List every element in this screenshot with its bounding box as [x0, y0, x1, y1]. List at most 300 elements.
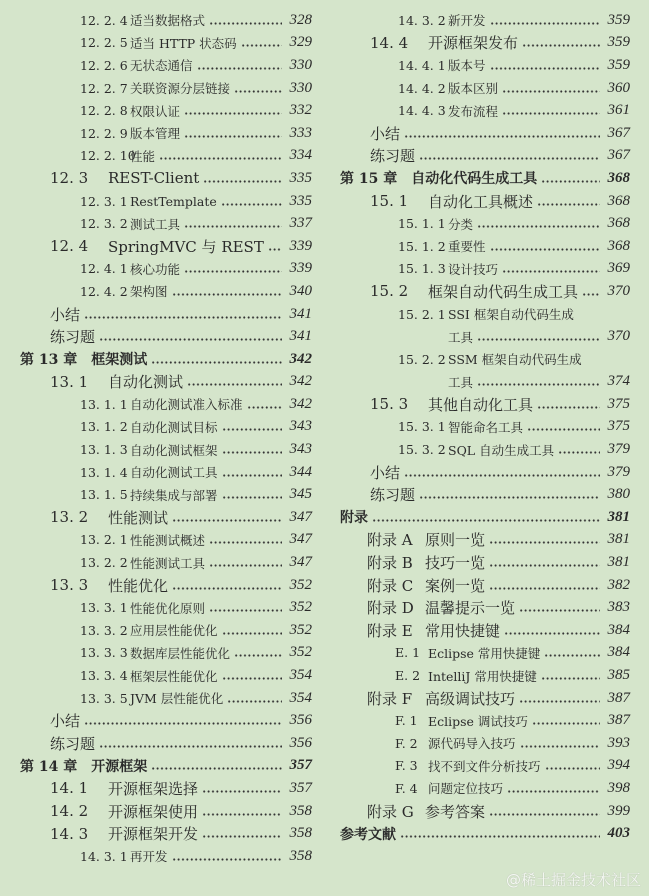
- dot-leader: [187, 383, 282, 386]
- entry-number: 15. 1. 2: [398, 238, 446, 254]
- entry-title: 开源框架选择: [108, 779, 199, 798]
- entry-number: 附录 A: [367, 531, 413, 550]
- entry-number: 13. 2. 1: [80, 532, 128, 548]
- toc-entry: [0, 416, 312, 439]
- toc-left-column: [0, 9, 312, 868]
- entry-number: 13. 3. 1: [80, 600, 128, 616]
- entry-number: 附录 F: [367, 689, 413, 708]
- entry-number: 14. 4. 2: [398, 80, 446, 96]
- dot-leader: [202, 835, 282, 838]
- page-number: 330: [289, 79, 312, 96]
- page-number: 335: [289, 169, 312, 186]
- entry-title: RestTemplate: [130, 193, 217, 209]
- page-number: 367: [607, 124, 630, 141]
- toc-entry: [320, 32, 630, 55]
- dot-leader: [489, 541, 600, 544]
- dot-leader: [227, 700, 282, 703]
- toc-entry: [320, 348, 630, 371]
- dot-leader: [99, 745, 282, 748]
- page-number: 379: [607, 441, 630, 458]
- toc-entry: [320, 9, 630, 32]
- dot-leader: [537, 203, 600, 206]
- entry-number: 12. 2. 9: [80, 125, 128, 141]
- dot-leader: [222, 496, 282, 499]
- dot-leader: [519, 609, 600, 612]
- entry-number: E. 1: [395, 645, 421, 661]
- toc-entry: [320, 190, 630, 213]
- page-number: 347: [289, 508, 312, 525]
- entry-title: 适当数据格式: [130, 13, 206, 29]
- toc-entry: [0, 77, 312, 100]
- toc-entry: [320, 800, 630, 823]
- dot-leader: [159, 157, 282, 160]
- toc-entry: [320, 709, 630, 732]
- entry-title: 性能优化原则: [130, 600, 206, 616]
- dot-leader: [545, 767, 600, 770]
- dot-leader: [202, 813, 282, 816]
- entry-number: 13. 3: [50, 576, 89, 595]
- toc-entry: [0, 212, 312, 235]
- entry-title: 小结: [50, 305, 81, 324]
- page-number: 344: [289, 463, 312, 480]
- page-number: 341: [289, 328, 312, 345]
- dot-leader: [221, 203, 282, 206]
- page-number: 356: [289, 712, 312, 729]
- dot-leader: [203, 180, 282, 183]
- toc-entry: [320, 506, 630, 529]
- dot-leader: [209, 22, 282, 25]
- page-number: 352: [289, 621, 312, 638]
- entry-title: 架构图: [130, 284, 168, 300]
- entry-number: 14. 4: [370, 33, 409, 52]
- toc-entry: [0, 32, 312, 55]
- toc-entry: [320, 777, 630, 800]
- entry-title: 关联资源分层链接: [130, 81, 231, 97]
- entry-title: 测试工具: [130, 216, 181, 232]
- entry-title: 版本区别: [448, 81, 499, 97]
- entry-number: 12. 3. 2: [80, 216, 128, 232]
- entry-title: 数据库层性能优化: [130, 645, 231, 661]
- entry-title: 自动化测试目标: [130, 419, 218, 435]
- entry-number: E. 2: [395, 668, 421, 684]
- toc-entry: [0, 167, 312, 190]
- entry-title: 发布流程: [448, 103, 499, 119]
- page-number: 334: [289, 147, 312, 164]
- dot-leader: [184, 225, 282, 228]
- entry-number: F. 4: [395, 780, 418, 796]
- dot-leader: [520, 745, 600, 748]
- dot-leader: [522, 44, 600, 47]
- entry-title: SSI 框架自动代码生成: [448, 307, 574, 323]
- entry-title: 附录: [340, 510, 368, 527]
- toc-entry: [0, 280, 312, 303]
- entry-number: 12. 4. 2: [80, 283, 128, 299]
- entry-title: 性能测试工具: [130, 555, 206, 571]
- dot-leader: [202, 790, 282, 793]
- entry-title-continued: 工具: [448, 329, 474, 345]
- entry-title: 源代码导入技巧: [428, 736, 516, 752]
- entry-title: IntelliJ 常用快捷键: [428, 668, 537, 684]
- entry-number: 12. 3. 1: [80, 193, 128, 209]
- entry-title: 练习题: [50, 734, 96, 753]
- toc-entry: [0, 800, 312, 823]
- dot-leader: [172, 519, 282, 522]
- entry-title: 分类: [448, 216, 474, 232]
- dot-leader: [477, 383, 600, 386]
- entry-title: 自动化测试框架: [130, 442, 218, 458]
- toc-entry: [320, 619, 630, 642]
- dot-leader: [490, 22, 600, 25]
- entry-title: 小结: [370, 124, 401, 143]
- page-number: 359: [607, 11, 630, 28]
- page-number: 370: [607, 328, 630, 345]
- entry-number: 12. 4. 1: [80, 261, 128, 277]
- toc-entry: [320, 483, 630, 506]
- page-number: 342: [289, 395, 312, 412]
- toc-entry: [0, 755, 312, 778]
- entry-title: 原则一览: [425, 531, 486, 550]
- entry-number: 15. 2. 1: [398, 306, 446, 322]
- entry-number: 附录 C: [367, 576, 414, 595]
- dot-leader: [582, 293, 600, 296]
- entry-title: 自动化测试工具: [130, 465, 218, 481]
- entry-number: 13. 1. 1: [80, 396, 128, 412]
- toc-entry: [320, 642, 630, 665]
- dot-leader: [504, 632, 600, 635]
- page-number: 393: [607, 734, 630, 751]
- dot-leader: [490, 67, 600, 70]
- entry-number: 15. 3: [370, 395, 409, 414]
- entry-title: 自动化工具概述: [428, 192, 534, 211]
- toc-entry: [320, 122, 630, 145]
- entry-number: 第 15 章: [340, 171, 398, 188]
- entry-number: 12. 2. 5: [80, 35, 128, 51]
- page-number: 356: [289, 734, 312, 751]
- dot-leader: [222, 451, 282, 454]
- page-number: 342: [289, 373, 312, 390]
- entry-number: 附录 D: [367, 599, 414, 618]
- page-number: 352: [289, 644, 312, 661]
- page-number: 367: [607, 147, 630, 164]
- dot-leader: [489, 813, 600, 816]
- entry-title: 设计技巧: [448, 261, 499, 277]
- dot-leader: [400, 835, 600, 838]
- page-number: 382: [607, 576, 630, 593]
- entry-title-continued: 工具: [448, 374, 474, 390]
- entry-title: 练习题: [370, 147, 416, 166]
- toc-entry: [320, 596, 630, 619]
- entry-number: 14. 4. 3: [398, 103, 446, 119]
- entry-title: 新开发: [448, 13, 486, 29]
- dot-leader: [241, 44, 282, 47]
- page-number: 380: [607, 486, 630, 503]
- dot-leader: [502, 90, 600, 93]
- dot-leader: [532, 722, 600, 725]
- toc-entry: [0, 9, 312, 32]
- entry-number: 13. 1: [50, 372, 89, 391]
- entry-number: 15. 1. 1: [398, 216, 446, 232]
- dot-leader: [209, 609, 282, 612]
- toc-entry: [320, 551, 630, 574]
- toc-entry: [320, 461, 630, 484]
- page-number: 358: [289, 825, 312, 842]
- toc-entry: [0, 687, 312, 710]
- dot-leader: [209, 541, 282, 544]
- entry-title: 重要性: [448, 239, 486, 255]
- toc-entry: [0, 845, 312, 868]
- toc-entry: [320, 393, 630, 416]
- page-number: 354: [289, 667, 312, 684]
- dot-leader: [502, 270, 600, 273]
- page-number: 403: [607, 825, 630, 842]
- page-number: 329: [289, 34, 312, 51]
- entry-title: JVM 层性能优化: [130, 691, 224, 707]
- toc-entry: [0, 145, 312, 168]
- entry-number: 13. 1. 4: [80, 464, 128, 480]
- entry-title: 找不到文件分析技巧: [428, 758, 541, 774]
- entry-title: SSM 框架自动代码生成: [448, 352, 582, 368]
- entry-title: 框架测试: [91, 352, 148, 369]
- page-number: 361: [607, 102, 630, 119]
- entry-number: 12. 2. 10: [80, 148, 136, 164]
- entry-number: 12. 4: [50, 237, 89, 256]
- dot-leader: [489, 564, 600, 567]
- toc-entry: [320, 664, 630, 687]
- toc-entry: [320, 167, 630, 190]
- toc-entry: [0, 709, 312, 732]
- page-number: 354: [289, 689, 312, 706]
- page-number: 359: [607, 34, 630, 51]
- page-number: 368: [607, 192, 630, 209]
- toc-entry: [0, 574, 312, 597]
- page-number: 358: [289, 802, 312, 819]
- entry-number: 附录 G: [367, 802, 414, 821]
- page-number: 352: [289, 576, 312, 593]
- page-number: 385: [607, 667, 630, 684]
- entry-title: 技巧一览: [425, 554, 486, 573]
- page-number: 387: [607, 712, 630, 729]
- page-number: 340: [289, 282, 312, 299]
- toc-entry: [0, 551, 312, 574]
- entry-title: 温馨提示一览: [425, 599, 516, 618]
- entry-title: 常用快捷键: [425, 621, 501, 640]
- dot-leader: [477, 338, 600, 341]
- entry-number: 13. 1. 2: [80, 419, 128, 435]
- dot-leader: [519, 700, 600, 703]
- entry-title: 性能测试: [108, 508, 169, 527]
- entry-number: 13. 2: [50, 508, 89, 527]
- toc-entry: [0, 303, 312, 326]
- entry-number: 15. 2: [370, 282, 409, 301]
- entry-number: 13. 3. 4: [80, 668, 128, 684]
- dot-leader: [184, 112, 282, 115]
- toc-entry: [320, 732, 630, 755]
- entry-number: 14. 1: [50, 779, 89, 798]
- entry-title: 性能优化: [108, 576, 169, 595]
- entry-number: 14. 2: [50, 802, 89, 821]
- toc-entry: [320, 822, 630, 845]
- dot-leader: [537, 406, 600, 409]
- page-number: 335: [289, 192, 312, 209]
- page-number: 399: [607, 802, 630, 819]
- page-number: 339: [289, 260, 312, 277]
- entry-title: 开源框架使用: [108, 802, 199, 821]
- toc-entry: [0, 529, 312, 552]
- toc-entry: [320, 258, 630, 281]
- entry-title: 开源框架开发: [108, 825, 199, 844]
- toc-entry: [320, 54, 630, 77]
- page-number: 357: [289, 757, 312, 774]
- entry-number: F. 1: [395, 713, 418, 729]
- toc-entry-continuation: [320, 371, 630, 394]
- dot-leader: [222, 677, 282, 680]
- entry-title: Eclipse 调试技巧: [428, 713, 528, 729]
- dot-leader: [419, 157, 600, 160]
- page-number: 357: [289, 779, 312, 796]
- entry-title: 核心功能: [130, 261, 181, 277]
- toc-entry: [0, 122, 312, 145]
- toc-entry: [0, 190, 312, 213]
- entry-title: 无状态通信: [130, 58, 193, 74]
- dot-leader: [404, 474, 600, 477]
- entry-title: 自动化测试准入标准: [130, 397, 243, 413]
- dot-leader: [502, 112, 600, 115]
- entry-number: F. 3: [395, 758, 418, 774]
- dot-leader: [544, 654, 600, 657]
- entry-title: REST-Client: [108, 169, 200, 188]
- page-number: 370: [607, 282, 630, 299]
- entry-title: 智能命名工具: [448, 419, 524, 435]
- dot-leader: [419, 496, 600, 499]
- page-number: 347: [289, 554, 312, 571]
- toc-entry: [0, 258, 312, 281]
- entry-number: 14. 4. 1: [398, 57, 446, 73]
- dot-leader: [172, 587, 282, 590]
- dot-leader: [209, 564, 282, 567]
- toc-entry: [0, 325, 312, 348]
- toc-entry: [320, 99, 630, 122]
- entry-number: 13. 3. 3: [80, 645, 128, 661]
- entry-title: 练习题: [370, 486, 416, 505]
- entry-title: 练习题: [50, 328, 96, 347]
- entry-number: 15. 2. 2: [398, 351, 446, 367]
- entry-title: 小结: [370, 463, 401, 482]
- entry-title: SpringMVC 与 REST: [108, 237, 264, 256]
- page-number: 375: [607, 395, 630, 412]
- page-number: 330: [289, 56, 312, 73]
- entry-title: 案例一览: [425, 576, 486, 595]
- page-number: 360: [607, 79, 630, 96]
- page-number: 384: [607, 644, 630, 661]
- dot-leader: [172, 293, 282, 296]
- dot-leader: [541, 677, 600, 680]
- page-number: 369: [607, 260, 630, 277]
- entry-title: 自动化代码生成工具: [411, 171, 538, 188]
- entry-title: 高级调试技巧: [425, 689, 516, 708]
- toc-entry: [0, 235, 312, 258]
- toc-entry: [0, 596, 312, 619]
- entry-number: 15. 3. 2: [398, 442, 446, 458]
- entry-title: 框架层性能优化: [130, 668, 218, 684]
- entry-title: 其他自动化工具: [428, 395, 534, 414]
- toc-entry: [320, 755, 630, 778]
- entry-title: Eclipse 常用快捷键: [428, 645, 541, 661]
- toc-entry: [0, 461, 312, 484]
- page-number: 379: [607, 463, 630, 480]
- entry-number: 14. 3. 2: [398, 12, 446, 28]
- dot-leader: [234, 90, 282, 93]
- entry-title: 自动化测试: [108, 373, 184, 392]
- page-number: 341: [289, 305, 312, 322]
- entry-number: 15. 3. 1: [398, 419, 446, 435]
- toc-entry: [0, 642, 312, 665]
- toc-entry: [0, 393, 312, 416]
- dot-leader: [490, 248, 600, 251]
- entry-number: 13. 2. 2: [80, 555, 128, 571]
- entry-title: 适当 HTTP 状态码: [130, 35, 237, 51]
- page-number: 381: [607, 554, 630, 571]
- toc-entry: [0, 99, 312, 122]
- entry-title: 持续集成与部署: [130, 487, 218, 503]
- toc-entry: [320, 145, 630, 168]
- entry-number: 12. 2. 8: [80, 103, 128, 119]
- page-number: 345: [289, 486, 312, 503]
- entry-number: 15. 1: [370, 192, 409, 211]
- toc-entry: [0, 506, 312, 529]
- dot-leader: [404, 135, 600, 138]
- page-number: 381: [607, 531, 630, 548]
- entry-title: 应用层性能优化: [130, 623, 218, 639]
- dot-leader: [84, 722, 282, 725]
- toc-entry: [320, 212, 630, 235]
- page-number: 343: [289, 441, 312, 458]
- toc-entry: [0, 438, 312, 461]
- page-number: 368: [607, 237, 630, 254]
- toc-right-column: [320, 9, 630, 845]
- entry-title: 问题定位技巧: [428, 781, 504, 797]
- toc-entry: [320, 438, 630, 461]
- page-number: 347: [289, 531, 312, 548]
- page-number: 394: [607, 757, 630, 774]
- dot-leader: [151, 361, 282, 364]
- entry-number: 附录 E: [367, 621, 413, 640]
- entry-title: 版本号: [448, 58, 486, 74]
- toc-entry: [320, 416, 630, 439]
- dot-leader: [489, 587, 600, 590]
- page-number: 337: [289, 215, 312, 232]
- toc-entry: [0, 54, 312, 77]
- entry-number: 12. 2. 6: [80, 57, 128, 73]
- entry-number: 12. 3: [50, 169, 89, 188]
- entry-title: 小结: [50, 712, 81, 731]
- page-number: 333: [289, 124, 312, 141]
- page-number: 328: [289, 11, 312, 28]
- entry-number: 13. 1. 3: [80, 442, 128, 458]
- page-number: 368: [607, 215, 630, 232]
- toc-entry: [320, 303, 630, 326]
- toc-entry: [0, 732, 312, 755]
- dot-leader: [507, 790, 600, 793]
- page-number: 339: [289, 237, 312, 254]
- toc-entry: [320, 77, 630, 100]
- page-number: 359: [607, 56, 630, 73]
- entry-number: 13. 1. 5: [80, 487, 128, 503]
- entry-title: 性能: [130, 148, 156, 164]
- entry-title: 开源框架发布: [428, 34, 519, 53]
- toc-entry: [0, 483, 312, 506]
- entry-number: 12. 2. 4: [80, 12, 128, 28]
- page-number: 358: [289, 847, 312, 864]
